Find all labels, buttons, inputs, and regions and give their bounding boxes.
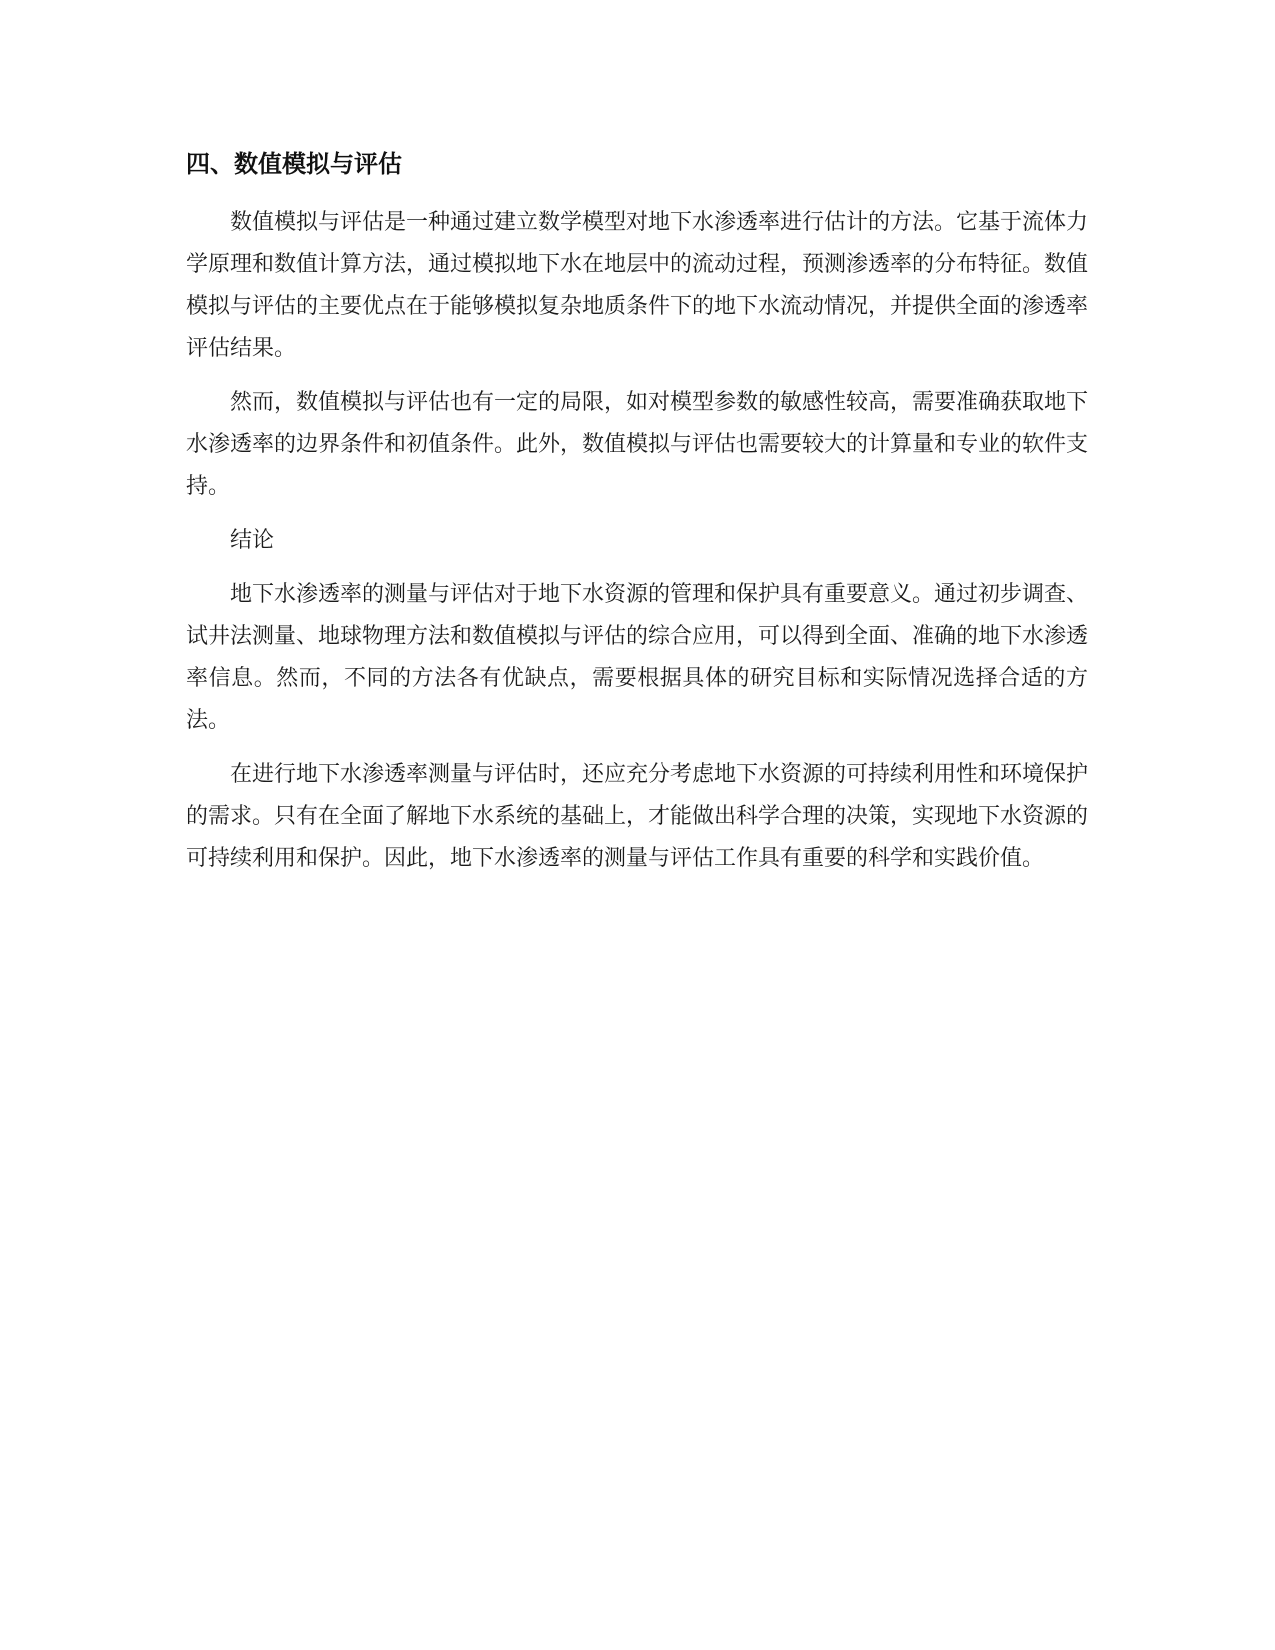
section-heading: 四、数值模拟与评估	[186, 150, 402, 178]
document-body	[186, 148, 1088, 892]
conclusion-paragraph: 地下水渗透率的测量与评估对于地下水资源的管理和保护具有重要意义。通过初步调查、试井法测量、地球物理方法和数值模拟与评估的综合应用，可以得到全面、准确的地下水渗透率信息。然而，不同的方法各有优缺点，需要根据具体的研究目标和实际情况选择合适的方法。	[186, 582, 1089, 733]
body-paragraph: 然而，数值模拟与评估也有一定的局限，如对模型参数的敏感性较高，需要准确获取地下水渗透率的边界条件和初值条件。此外，数值模拟与评估也需要较大的计算量和专业的软件支持。	[186, 390, 1089, 499]
conclusion-title: 结论	[230, 528, 275, 553]
body-paragraph: 数值模拟与评估是一种通过建立数学模型对地下水渗透率进行估计的方法。它基于流体力学原理和数值计算方法，通过模拟地下水在地层中的流动过程，预测渗透率的分布特征。数值模拟与评估的主要优点在于能够模拟复杂地质条件下的地下水流动情况，并提供全面的渗透率评估结果。	[186, 210, 1089, 361]
conclusion-paragraph: 在进行地下水渗透率测量与评估时，还应充分考虑地下水资源的可持续利用性和环境保护的需求。只有在全面了解地下水系统的基础上，才能做出科学合理的决策，实现地下水资源的可持续利用和保护。因此，地下水渗透率的测量与评估工作具有重要的科学和实践价值。	[186, 762, 1089, 871]
